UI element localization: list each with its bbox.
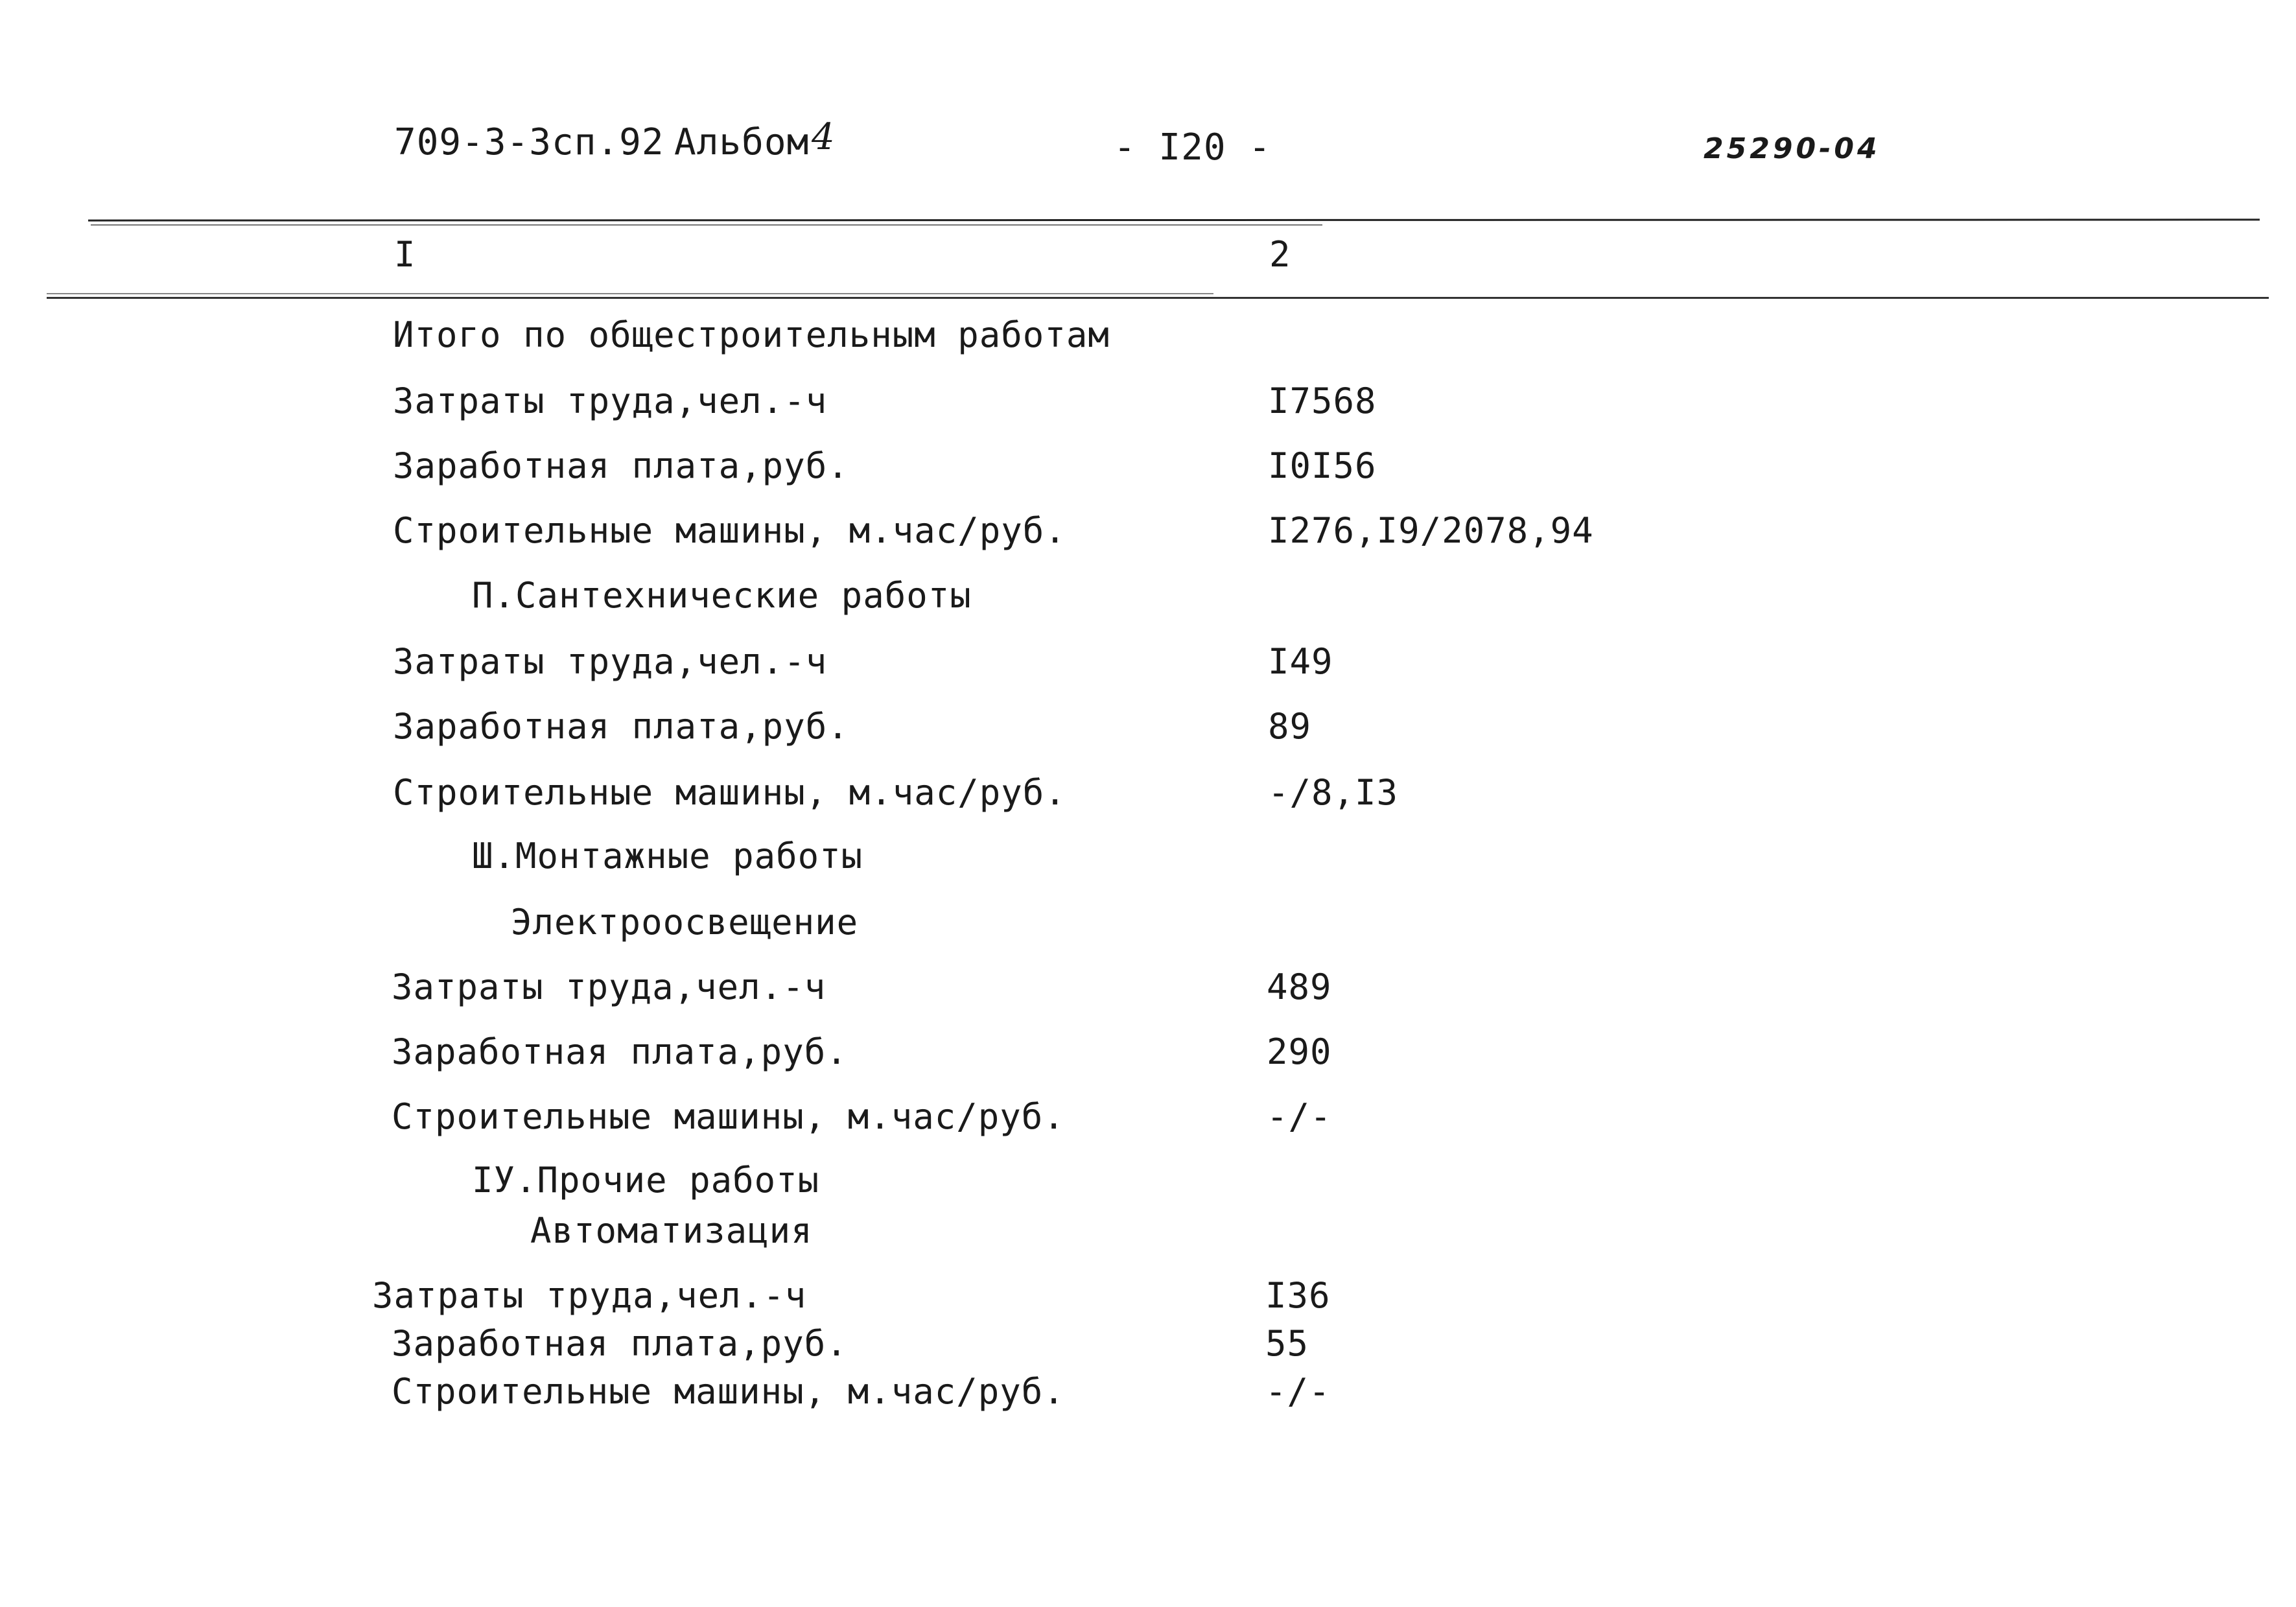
document-code: 709-3-3сп.92 [394,121,664,163]
page-number: - I20 - [1114,126,1272,169]
subsection-heading: Автоматизация [530,1210,813,1251]
row-value: 55 [1265,1323,1309,1364]
row-value: 290 [1267,1031,1332,1072]
row-label: Затраты труда,чел.-ч [393,641,828,682]
table-top-rule [88,218,2260,221]
row-value: I49 [1268,641,1333,682]
section-heading: Ш.Монтажные работы [472,836,863,876]
section-heading: IУ.Прочие работы [472,1160,820,1201]
row-label: Строительные машины, м.час/руб. [393,772,1066,813]
row-value: 489 [1267,967,1332,1007]
table-header-bottom-rule-faint [47,293,1213,294]
summary-heading: Итого по общестроительным работам [393,314,1110,355]
row-value: I0I56 [1268,445,1377,486]
section-heading: П.Сантехнические работы [472,575,972,616]
table-header-bottom-rule [47,297,2269,299]
row-label: Строительные машины, м.час/руб. [392,1371,1065,1412]
row-value: 89 [1268,706,1312,747]
row-value: I276,I9/2078,94 [1268,510,1594,551]
row-label: Заработная плата,руб. [392,1323,848,1364]
column-header-1: I [394,234,416,275]
album-label: Альбом [674,121,810,163]
row-label: Затраты труда,чел.-ч [392,967,826,1007]
album-number: 4 [812,116,836,158]
subsection-heading: Электроосвещение [511,902,859,943]
row-value: I7568 [1268,381,1377,421]
row-label: Строительные машины, м.час/руб. [393,510,1066,551]
row-label: Затраты труда,чел.-ч [393,381,828,421]
row-value: -/- [1267,1096,1332,1137]
row-value: I36 [1265,1275,1331,1316]
row-value: -/8,I3 [1268,772,1399,813]
archive-stamp: 25290-04 [1704,132,1880,165]
row-label: Заработная плата,руб. [392,1031,848,1072]
column-header-2: 2 [1269,234,1291,275]
row-label: Заработная плата,руб. [393,706,849,747]
row-value: -/- [1265,1371,1331,1412]
row-label: Заработная плата,руб. [393,445,849,486]
row-label: Затраты труда,чел.-ч [372,1275,807,1316]
row-label: Строительные машины, м.час/руб. [392,1096,1065,1137]
table-top-rule-faint [91,224,1322,226]
